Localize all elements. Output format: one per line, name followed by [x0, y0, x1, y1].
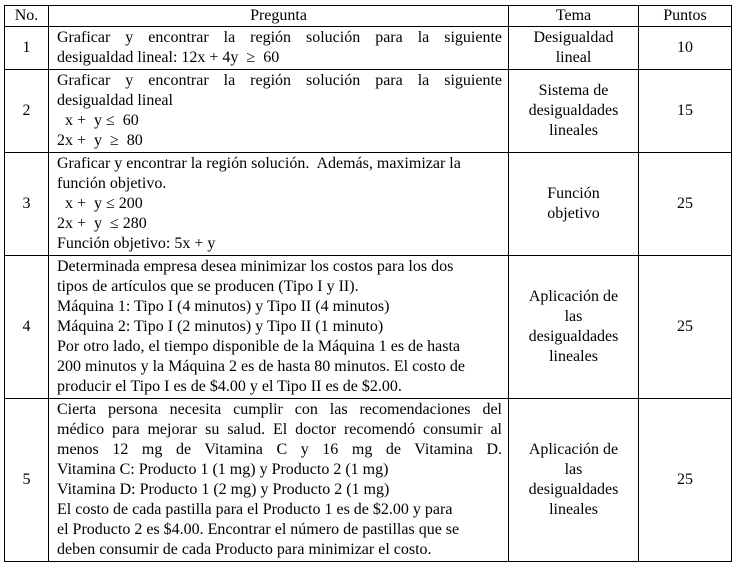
- topic-line: Sistema de: [538, 82, 609, 99]
- question-line: Máquina 2: Tipo I (2 minutos) y Tipo II (1 minuto): [57, 318, 384, 335]
- question-number: 4: [5, 256, 49, 399]
- topic-line: Aplicación de: [528, 288, 619, 305]
- question-line: Graficar y encontrar la región solución. Además, maximizar la: [57, 155, 461, 172]
- topic-line: desigualdades: [528, 481, 619, 498]
- topic-line: lineales: [549, 348, 598, 365]
- question-line: función objetivo.: [57, 175, 167, 192]
- question-line: Determinada empresa desea minimizar los costos para los dos: [57, 258, 454, 275]
- question-line: producir el Tipo I es de $4.00 y el Tipo II es de $2.00.: [57, 378, 402, 395]
- question-text: [49, 153, 509, 256]
- question-line: 200 minutos y la Máquina 2 es de hasta 80 minutos. El costo de: [57, 358, 465, 375]
- topic: [509, 70, 639, 153]
- question-line: desigualdad lineal: [57, 92, 173, 109]
- question-line: 2x + y ≥ 80: [57, 132, 143, 149]
- question-line: Vitamina C: Producto 1 (1 mg) y Producto 2 (1 mg): [57, 461, 389, 478]
- header-puntos: Puntos: [639, 6, 732, 27]
- question-line: Vitamina D: Producto 1 (2 mg) y Producto 2 (1 mg): [57, 481, 390, 498]
- topic: [509, 399, 639, 562]
- topic-line: objetivo: [547, 205, 600, 222]
- topic-line: lineal: [555, 49, 592, 66]
- header-row: [5, 6, 732, 27]
- question-number: 2: [5, 70, 49, 153]
- header-pregunta: Pregunta: [49, 6, 509, 27]
- question-line: 2x + y ≤ 280: [57, 215, 147, 232]
- table-row: [5, 256, 732, 399]
- points: 25: [639, 399, 732, 562]
- topic-line: lineales: [549, 501, 598, 518]
- question-line: Graficar y encontrar la región solución para la siguiente: [57, 29, 502, 46]
- question-line: deben consumir de cada Producto para minimizar el costo.: [57, 541, 432, 558]
- question-text: [49, 256, 509, 399]
- topic-line: desigualdades: [528, 328, 619, 345]
- question-text: [49, 27, 509, 70]
- table-row: [5, 153, 732, 256]
- question-line: Por otro lado, el tiempo disponible de la Máquina 1 es de hasta: [57, 338, 461, 355]
- table-row: [5, 399, 732, 562]
- points: 15: [639, 70, 732, 153]
- topic-line: las: [564, 461, 583, 478]
- topic: [509, 153, 639, 256]
- question-line: tipos de artículos que se producen (Tipo I y II).: [57, 278, 359, 295]
- topic-line: Función: [547, 185, 600, 202]
- topic-line: lineales: [549, 122, 598, 139]
- topic-line: Aplicación de: [528, 441, 619, 458]
- table-row: [5, 27, 732, 70]
- points: 25: [639, 256, 732, 399]
- question-number: 3: [5, 153, 49, 256]
- question-line: x + y ≤ 200: [57, 195, 143, 212]
- question-line: El costo de cada pastilla para el Producto 1 es de $2.00 y para: [57, 501, 453, 518]
- question-text: [49, 399, 509, 562]
- table-body: [5, 27, 732, 562]
- question-line: Máquina 1: Tipo I (4 minutos) y Tipo II (4 minutos): [57, 298, 390, 315]
- question-number: 5: [5, 399, 49, 562]
- question-text: [49, 70, 509, 153]
- points: 10: [639, 27, 732, 70]
- question-number: 1: [5, 27, 49, 70]
- question-line: Cierta persona necesita cumplir con las recomendaciones del: [57, 401, 502, 418]
- question-line: el Producto 2 es $4.00. Encontrar el número de pastillas que se: [57, 521, 460, 538]
- table-row: [5, 70, 732, 153]
- question-line: desigualdad lineal: 12x + 4y ≥ 60: [57, 49, 280, 66]
- questions-table: [4, 5, 732, 562]
- question-line: médico para mejorar su salud. El doctor recomendó consumir al: [57, 421, 502, 438]
- topic-line: Desigualdad: [533, 29, 614, 46]
- header-no: No.: [5, 6, 49, 27]
- topic-line: desigualdades: [528, 102, 619, 119]
- topic-line: las: [564, 308, 583, 325]
- question-line: Función objetivo: 5x + y: [57, 235, 216, 252]
- header-tema: Tema: [509, 6, 639, 27]
- question-line: Graficar y encontrar la región solución para la siguiente: [57, 72, 502, 89]
- topic: [509, 256, 639, 399]
- question-line: x + y ≤ 60: [57, 112, 139, 129]
- topic: [509, 27, 639, 70]
- points: 25: [639, 153, 732, 256]
- question-line: menos 12 mg de Vitamina C y 16 mg de Vitamina D.: [57, 441, 502, 458]
